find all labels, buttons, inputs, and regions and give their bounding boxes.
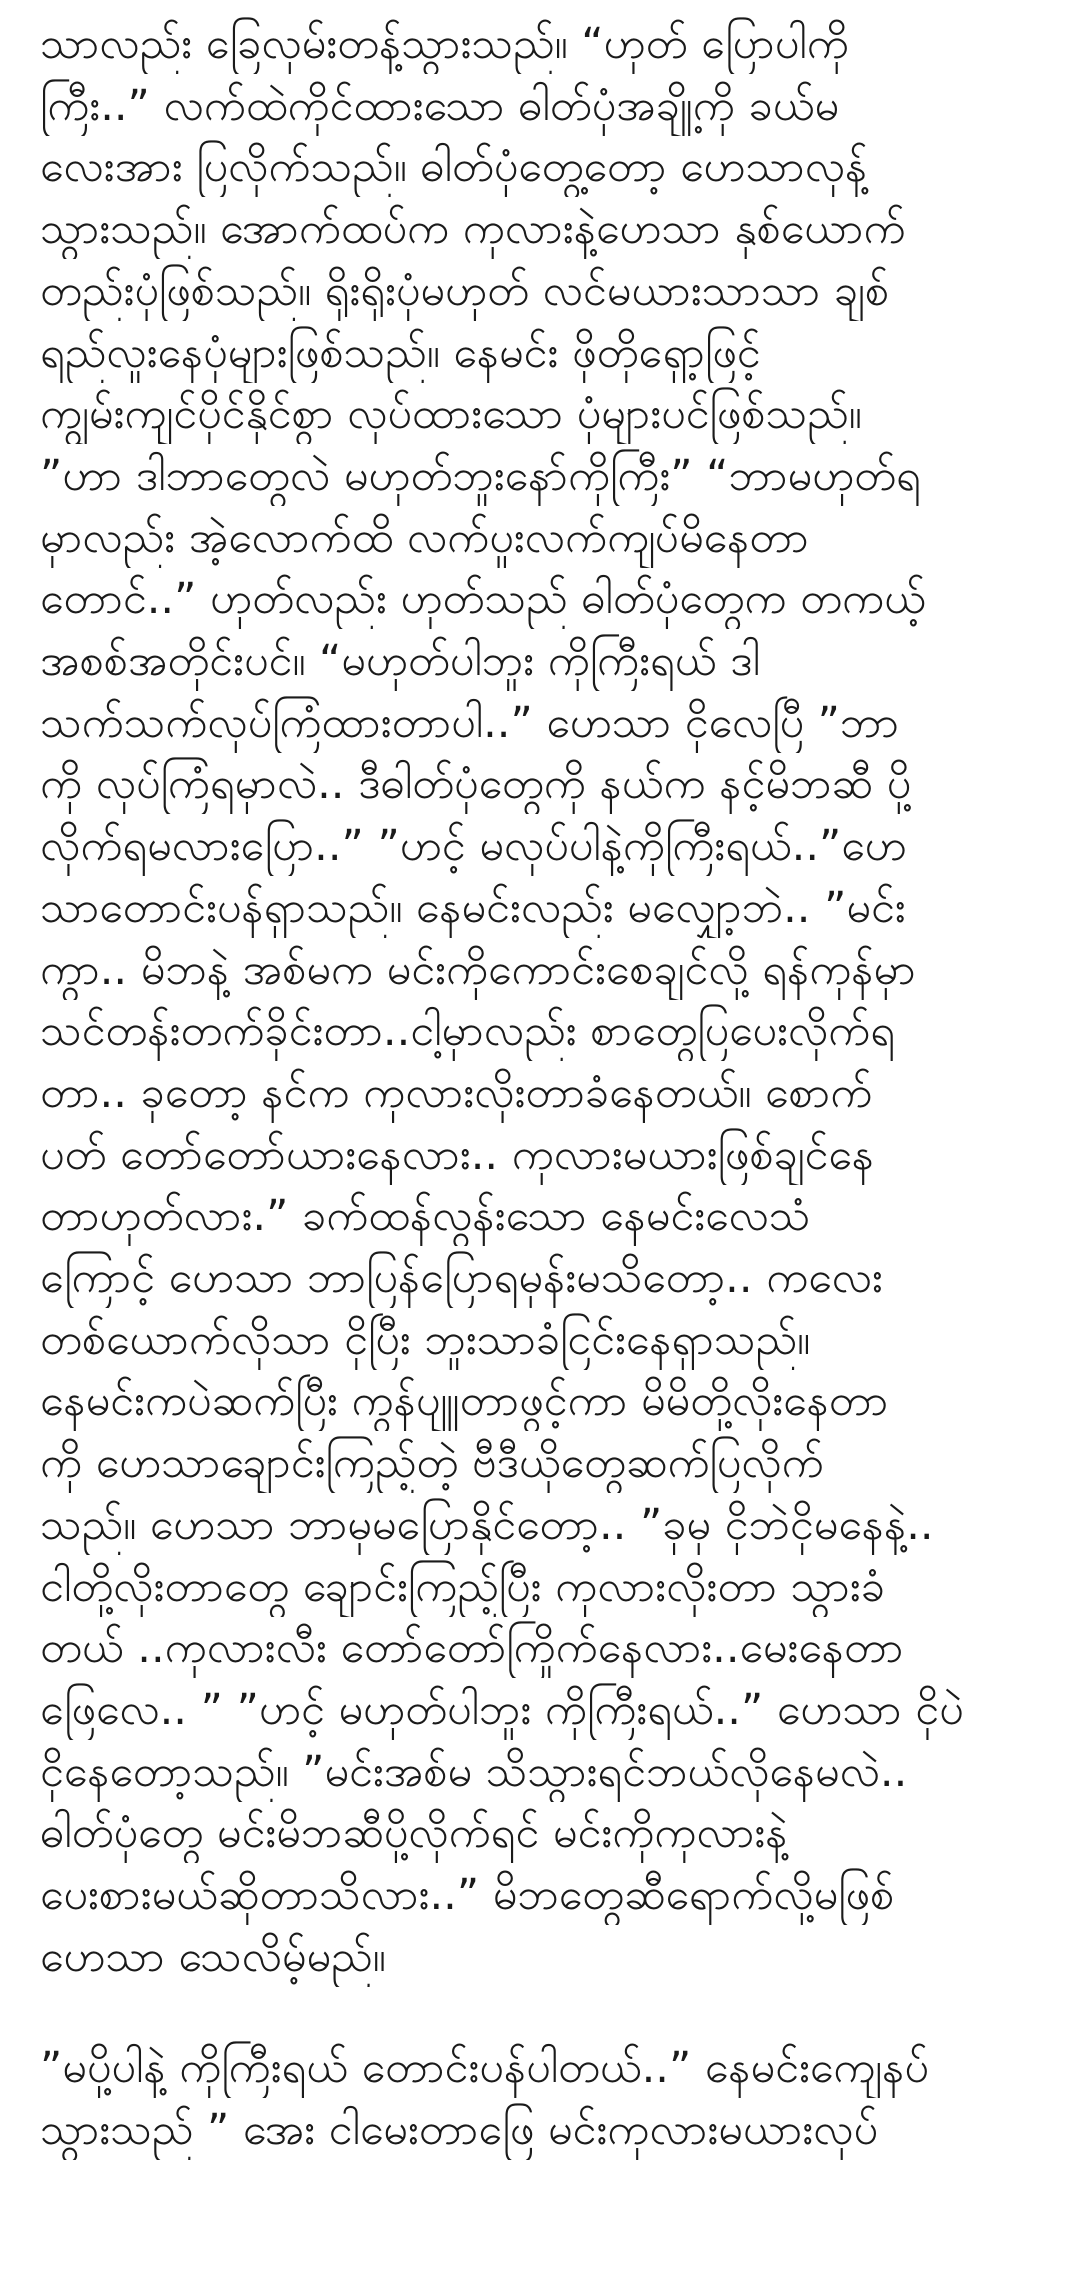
paragraph-line: ဖြေလေ.. ” ”ဟင့် မဟုတ်ပါဘူး ကိုကြီးရယ်..” ဟေသာ ငိုပဲ — [40, 1685, 964, 1735]
paragraph-line: ကို ဟေသာချောင်းကြည့်တဲ့ ဗီဒီယိုတွေဆက်ပြလိုက် — [40, 1438, 824, 1488]
paragraph-line: တည်းပုံဖြစ်သည်။ ရိုးရိုးပုံမဟုတ် လင်မယားသာသာ ချစ် — [40, 266, 890, 316]
paragraph-line: ဓါတ်ပုံတွေ မင်းမိဘဆီပို့လိုက်ရင် မင်းကိုကုလားနဲ့ — [40, 1808, 788, 1858]
paragraph-line: တောင်..” ဟုတ်လည်း ဟုတ်သည် ဓါတ်ပုံတွေက တကယ့် — [40, 574, 926, 624]
paragraph-line: ကျွမ်းကျင်ပိုင်နိုင်စွာ လုပ်ထားသော ပုံများပင်ဖြစ်သည်။ — [40, 389, 862, 439]
paragraph-line: ရည်လူးနေပုံများဖြစ်သည်။ နေမင်း ဖိုတိုရှော့ဖြင့် — [40, 328, 761, 378]
paragraph-line: တယ် ..ကုလားလီး တော်တော်ကြိုက်နေလား..မေးနေတာ — [40, 1623, 904, 1673]
paragraph-line: ”ဟာ ဒါဘာတွေလဲ မဟုတ်ဘူးနော်ကိုကြီး” “ဘာမဟုတ်ရ — [40, 451, 921, 501]
paragraph-line: သင်တန်းတက်ခိုင်းတာ..ငါ့မှာလည်း စာတွေပြပေးလိုက်ရ — [40, 1006, 895, 1056]
paragraph-line: ငါတို့လိုးတာတွေ ချောင်းကြည့်ပြီး ကုလားလိုးတာ သွားခံ — [40, 1562, 885, 1612]
paragraph-line: တာဟုတ်လား.” ခက်ထန်လွန်းသော နေမင်းလေသံ — [40, 1191, 811, 1241]
paragraph-line: ကြီး..” လက်ထဲကိုင်ထားသော ဓါတ်ပုံအချို့ကို ခယ်မ — [40, 81, 840, 131]
paragraph-line: ပေးစားမယ်ဆိုတာသိလား..” မိဘတွေဆီရောက်လို့မဖြစ် — [40, 1870, 895, 1920]
paragraph-line: ပတ် တော်တော်ယားနေလား.. ကုလားမယားဖြစ်ချင်နေ — [40, 1130, 875, 1180]
paragraph-line: ကွာ.. မိဘနဲ့ အစ်မက မင်းကိုကောင်းစေချင်လို့ ရန်ကုန်မှာ — [40, 945, 916, 995]
paragraph-line: အစစ်အတိုင်းပင်။ “မဟုတ်ပါဘူး ကိုကြီးရယ် ဒါ — [40, 636, 760, 686]
paragraph-line: သွားသည် ” အေး ငါမေးတာဖြေ မင်းကုလားမယားလုပ် — [40, 2105, 879, 2155]
paragraph-line: လိုက်ရမလားပြော..” ”ဟင့် မလုပ်ပါနဲ့ကိုကြီးရယ်..”ဟေ — [40, 821, 907, 871]
paragraph-line: သာတောင်းပန်ရှာသည်။ နေမင်းလည်း မလျှော့ဘဲ.. ”မင်း — [40, 883, 906, 933]
paragraph-line: သွားသည်။ အောက်ထပ်က ကုလားနဲ့ဟေသာ နှစ်ယောက် — [40, 204, 906, 254]
paragraph-line: တာ.. ခုတော့ နင်က ကုလားလိုးတာခံနေတယ်။ စောက် — [40, 1068, 873, 1118]
paragraph-line: သာလည်း ခြေလှမ်းတန့်သွားသည်။ “ဟုတ် ပြောပါကို — [40, 19, 849, 69]
paragraph-line: ကြောင့် ဟေသာ ဘာပြန်ပြောရမှန်းမသိတော့.. ကလေး — [40, 1253, 883, 1303]
paragraph-line: သည်။ ဟေသာ ဘာမှမပြောနိုင်တော့.. ”ခုမှ ငိုဘဲငိုမနေနဲ့.. — [40, 1500, 934, 1550]
paragraph-line: ဟေသာ သေလိမ့်မည်။ — [40, 1932, 386, 1982]
paragraph-line: လေးအား ပြလိုက်သည်။ ဓါတ်ပုံတွေ့တော့ ဟေသာလှန့် — [40, 142, 868, 192]
paragraph-line: သက်သက်လုပ်ကြံထားတာပါ..” ဟေသာ ငိုလေပြီ ”ဘာ — [40, 698, 900, 748]
paragraph-line: တစ်ယောက်လိုသာ ငိုပြီး ဘူးသာခံငြင်းနေရှာသည်။ — [40, 1315, 811, 1365]
paragraph-line: ကို လုပ်ကြံရမှာလဲ.. ဒီဓါတ်ပုံတွေကို နယ်က နင့်မိဘဆီ ပို့ — [40, 759, 912, 809]
paragraph-line: ”မပို့ပါနဲ့ ကိုကြီးရယ် တောင်းပန်ပါတယ်..” နေမင်းကျေနပ် — [40, 2043, 929, 2093]
paragraph-line: နေမင်းကပဲဆက်ပြီး ကွန်ပျူတာဖွင့်ကာ မိမိတို့လိုးနေတာ — [40, 1376, 889, 1426]
paragraph-line: ငိုနေတော့သည်။ ”မင်းအစ်မ သိသွားရင်ဘယ်လိုနေမလဲ.. — [40, 1747, 908, 1797]
paragraph-line: မှာလည်း အဲ့လောက်ထိ လက်ပူးလက်ကျပ်မိနေတာ — [40, 513, 809, 563]
